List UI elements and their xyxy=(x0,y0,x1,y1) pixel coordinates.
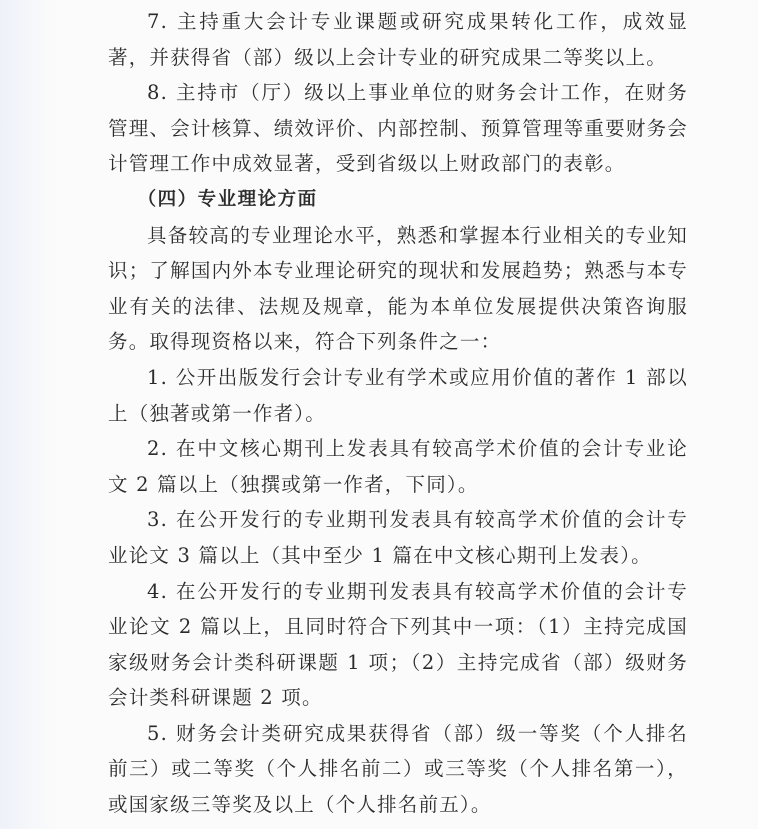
paragraph-item-8: 8. 主持市（厅）级以上事业单位的财务会计工作，在财务管理、会计核算、绩效评价、内部控制、预算管理等重要财务会计管理工作中成效显著，受到省级以上财政部门的表彰。 xyxy=(108,81,688,176)
document-page xyxy=(108,4,688,823)
scan-edge-shadow xyxy=(0,0,60,829)
section-intro: 具备较高的专业理论水平，熟悉和掌握本行业相关的专业知识；了解国内外本专业理论研究的现状和发展趋势；熟悉与本专业有关的法律、法规及规章，能为本单位发展提供决策咨询服务。取得现资格以来，符合下列条件之一： xyxy=(108,223,688,354)
paragraph-item-7: 7. 主持重大会计专业课题或研究成果转化工作，成效显著，并获得省（部）级以上会计专业的研究成果二等奖以上。 xyxy=(108,10,688,69)
section-heading: （四）专业理论方面 xyxy=(137,188,318,210)
condition-4: 4. 在公开发行的专业期刊发表具有较高学术价值的会计专业论文 2 篇以上，且同时符合下列其中一项：（1）主持完成国家级财务会计类科研课题 1 项；（2）主持完成省（部）级财务会计类科研课题 2 项。 xyxy=(108,579,688,710)
condition-5: 5. 财务会计类研究成果获得省（部）级一等奖（个人排名前三）或二等奖（个人排名前二）或三等奖（个人排名第一），或国家级三等奖及以上（个人排名前五）。 xyxy=(108,721,688,817)
condition-2: 2. 在中文核心期刊上发表具有较高学术价值的会计专业论文 2 篇以上（独撰或第一作者，下同）。 xyxy=(108,437,688,496)
condition-3: 3. 在公开发行的专业期刊发表具有较高学术价值的会计专业论文 3 篇以上（其中至少 1 篇在中文核心期刊上发表）。 xyxy=(108,508,688,567)
condition-1: 1. 公开出版发行会计专业有学术或应用价值的著作 1 部以上（独著或第一作者）。 xyxy=(108,365,688,425)
